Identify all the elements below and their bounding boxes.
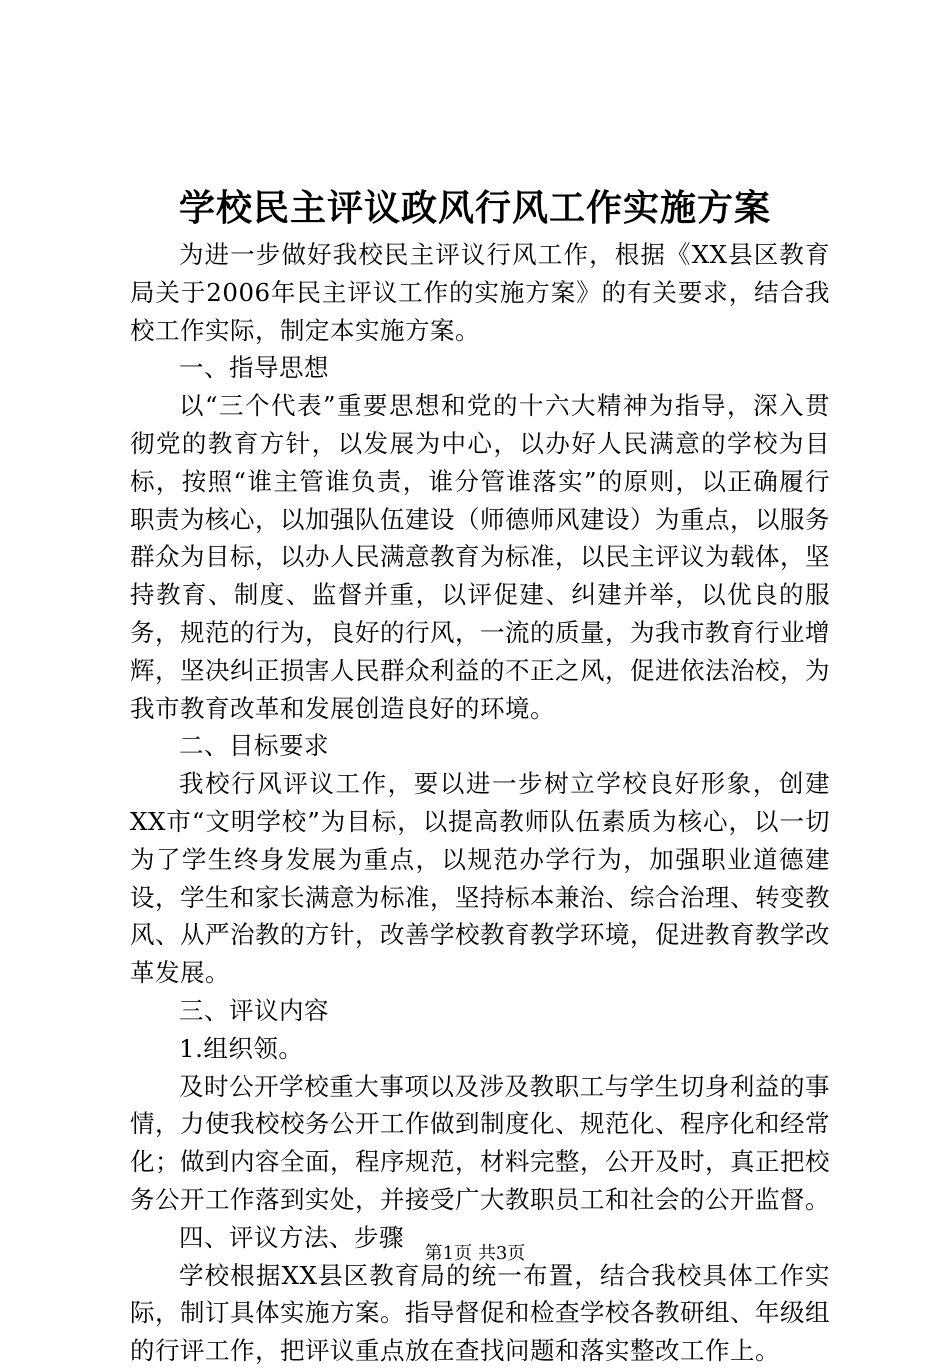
methods-steps-paragraph: 学校根据XX县区教育局的统一布置，结合我校具体工作实际，制订具体实施方案。指导督促和检查学校各教研组、年级组的行评工作，把评议重点放在查找问题和落实整改工作上。 bbox=[130, 1260, 830, 1366]
section-heading-evaluation-content: 三、评议内容 bbox=[179, 995, 329, 1025]
section-heading-guiding-ideology: 一、指导思想 bbox=[179, 353, 329, 383]
intro-paragraph: 为进一步做好我校民主评议行风工作，根据《XX县区教育局关于2006年民主评议工作的实施方案》的有关要求，结合我校工作实际，制定本实施方案。 bbox=[130, 240, 830, 345]
goals-paragraph: 我校行风评议工作，要以进一步树立学校良好形象，创建XX市“文明学校”为目标，以提高教师队伍素质为核心，以一切为了学生终身发展为重点，以规范办学行为，加强职业道德建设，学生和家长满意为标准，坚持标本兼治、综合治理、转变教风、从严治教的方针，改善学校教育教学环境，促进教育教学改革发展。 bbox=[130, 769, 830, 988]
document-title: 学校民主评议政风行风工作实施方案 bbox=[178, 187, 771, 229]
document-body bbox=[130, 236, 830, 1370]
section-heading-goals: 二、目标要求 bbox=[179, 731, 329, 761]
section-heading-methods-steps: 四、评议方法、步骤 bbox=[179, 1222, 404, 1252]
guiding-ideology-paragraph: 以“三个代表”重要思想和党的十六大精神为指导，深入贯彻党的教育方针，以发展为中心，以办好人民满意的学校为目标，按照“谁主管谁负责，谁分管谁落实”的原则，以正确履行职责为核心，以加强队伍建设（师德师风建设）为重点，以服务群众为目标，以办人民满意教育为标准，以民主评议为载体，坚持教育、制度、监督并重，以评促建、纠建并举，以优良的服务，规范的行为，良好的行风，一流的质量，为我市教育行业增辉，坚决纠正损害人民群众利益的不正之风，促进依法治校，为我市教育改革和发展创造良好的环境。 bbox=[130, 391, 830, 723]
subheading-organization: 1.组织领。 bbox=[179, 1033, 304, 1063]
page-footer: 第1页 共3页 bbox=[424, 1243, 526, 1264]
evaluation-content-paragraph: 及时公开学校重大事项以及涉及教职工与学生切身利益的事情，力使我校校务公开工作做到制度化、规范化、程序化和经常化；做到内容全面，程序规范，材料完整，公开及时，真正把校务公开工作落到实处，并接受广大教职员工和社会的公开监督。 bbox=[130, 1071, 830, 1214]
